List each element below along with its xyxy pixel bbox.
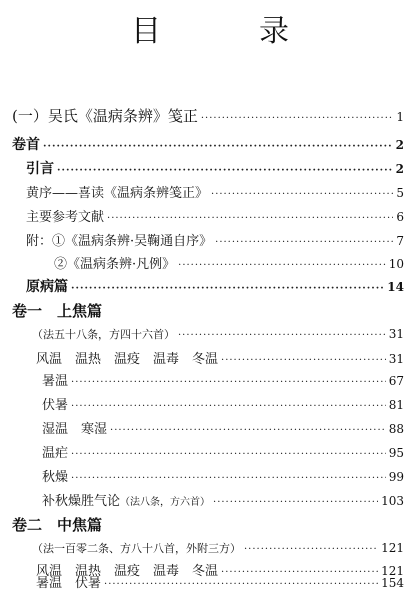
toc-entry-page: 88 (388, 422, 404, 436)
dot-leader (211, 189, 393, 200)
toc-entry-page: 121 (381, 541, 404, 555)
dot-leader (213, 497, 378, 508)
toc-entry-label: 主要参考文献 (26, 210, 105, 225)
dot-leader (221, 355, 386, 366)
toc-entry-page: 31 (388, 327, 404, 341)
toc-entry-page: 154 (381, 576, 404, 590)
toc-entry-title: 补秋燥胜气论 (42, 494, 121, 509)
toc-entry-label: 暑温 (42, 374, 69, 389)
toc-entry-label: (一）吴氏《温病条辨》笺正 (12, 107, 198, 125)
toc-entry[interactable] (32, 326, 404, 342)
toc-entry-page: 2 (395, 162, 404, 176)
toc-entry[interactable] (26, 206, 404, 225)
dot-leader (71, 401, 386, 412)
toc-entry-page: 5 (396, 186, 404, 200)
toc-entry[interactable] (26, 182, 404, 201)
toc-entry-page: 121 (381, 564, 404, 578)
toc-entry[interactable] (26, 158, 404, 178)
toc-entry-label: （法五十八条，方四十六首） (32, 328, 175, 341)
toc-entry[interactable] (36, 572, 404, 591)
toc-entry[interactable] (54, 253, 404, 272)
toc-entry-page: 99 (388, 470, 404, 484)
toc-entry-label: 暑温 伏暑 (36, 576, 102, 591)
toc-entry-page: 2 (395, 138, 404, 152)
toc-entry[interactable] (42, 370, 404, 389)
toc-entry-label: （法一百零二条、方八十八首，外附三方） (32, 542, 241, 555)
toc-entry-label: 风温 温热 温疫 温毒 冬温 (36, 564, 219, 579)
toc-entry-label: 引言 (26, 161, 54, 177)
toc-section-heading[interactable] (12, 300, 404, 321)
toc-entry-page: 81 (388, 398, 404, 412)
toc-entry-label: 黄序——喜读《温病条辨笺正》 (26, 186, 209, 201)
dot-leader (107, 213, 393, 224)
dot-leader (71, 283, 384, 294)
toc-entry[interactable] (26, 276, 404, 296)
toc-entry[interactable] (12, 134, 404, 154)
dot-leader (201, 113, 394, 124)
toc-entry-label: ②《温病条辨·凡例》 (54, 257, 176, 272)
toc-entry[interactable] (42, 418, 404, 437)
toc-entry-page: 14 (387, 280, 404, 294)
toc-entry-page: 103 (381, 494, 404, 508)
toc-entry-page: 10 (388, 257, 404, 271)
dot-leader (178, 260, 386, 271)
toc-entry-page: 67 (388, 374, 404, 388)
toc-entry[interactable] (32, 540, 404, 556)
toc-entry-label (42, 490, 210, 509)
toc-entry[interactable] (42, 442, 404, 461)
dot-leader (178, 330, 386, 341)
toc-entry-label: 原病篇 (26, 279, 68, 295)
toc-entry[interactable] (12, 105, 404, 126)
dot-leader (104, 579, 378, 590)
dot-leader (71, 377, 386, 388)
toc-section-heading[interactable] (12, 514, 404, 535)
toc-entry-note: （法八条，方六首） (120, 497, 211, 508)
toc-entry-page: 95 (388, 446, 404, 460)
dot-leader (71, 473, 386, 484)
toc-entry[interactable] (36, 348, 404, 367)
dot-leader (43, 141, 393, 152)
toc-entry[interactable] (42, 490, 404, 509)
page-title: 目 录 (131, 14, 323, 49)
dot-leader (71, 449, 386, 460)
dot-leader (215, 237, 393, 248)
toc-entry[interactable] (26, 230, 404, 249)
dot-leader (57, 165, 393, 176)
toc-entry-label: 湿温 寒湿 (42, 422, 108, 437)
dot-leader (244, 544, 378, 555)
toc-entry[interactable] (42, 466, 404, 485)
toc-entry-label: 风温 温热 温疫 温毒 冬温 (36, 352, 219, 367)
dot-leader (110, 425, 386, 436)
toc-entry-page: 1 (396, 110, 404, 124)
toc-entry-page: 6 (396, 210, 404, 224)
toc-entry-label: 秋燥 (42, 470, 69, 485)
toc-entry-page: 31 (388, 352, 404, 366)
toc-entry[interactable] (42, 394, 404, 413)
toc-entry-label: 卷二 中焦篇 (12, 516, 103, 534)
toc-entry-label: 附：①《温病条辨·吴鞠通自序》 (26, 234, 213, 249)
toc-entry-label: 卷首 (12, 137, 40, 153)
toc-entry-label: 伏暑 (42, 398, 69, 413)
toc-entry-label: 温疟 (42, 446, 69, 461)
toc-entry-page: 7 (396, 234, 404, 248)
toc-entry-label: 卷一 上焦篇 (12, 302, 103, 320)
